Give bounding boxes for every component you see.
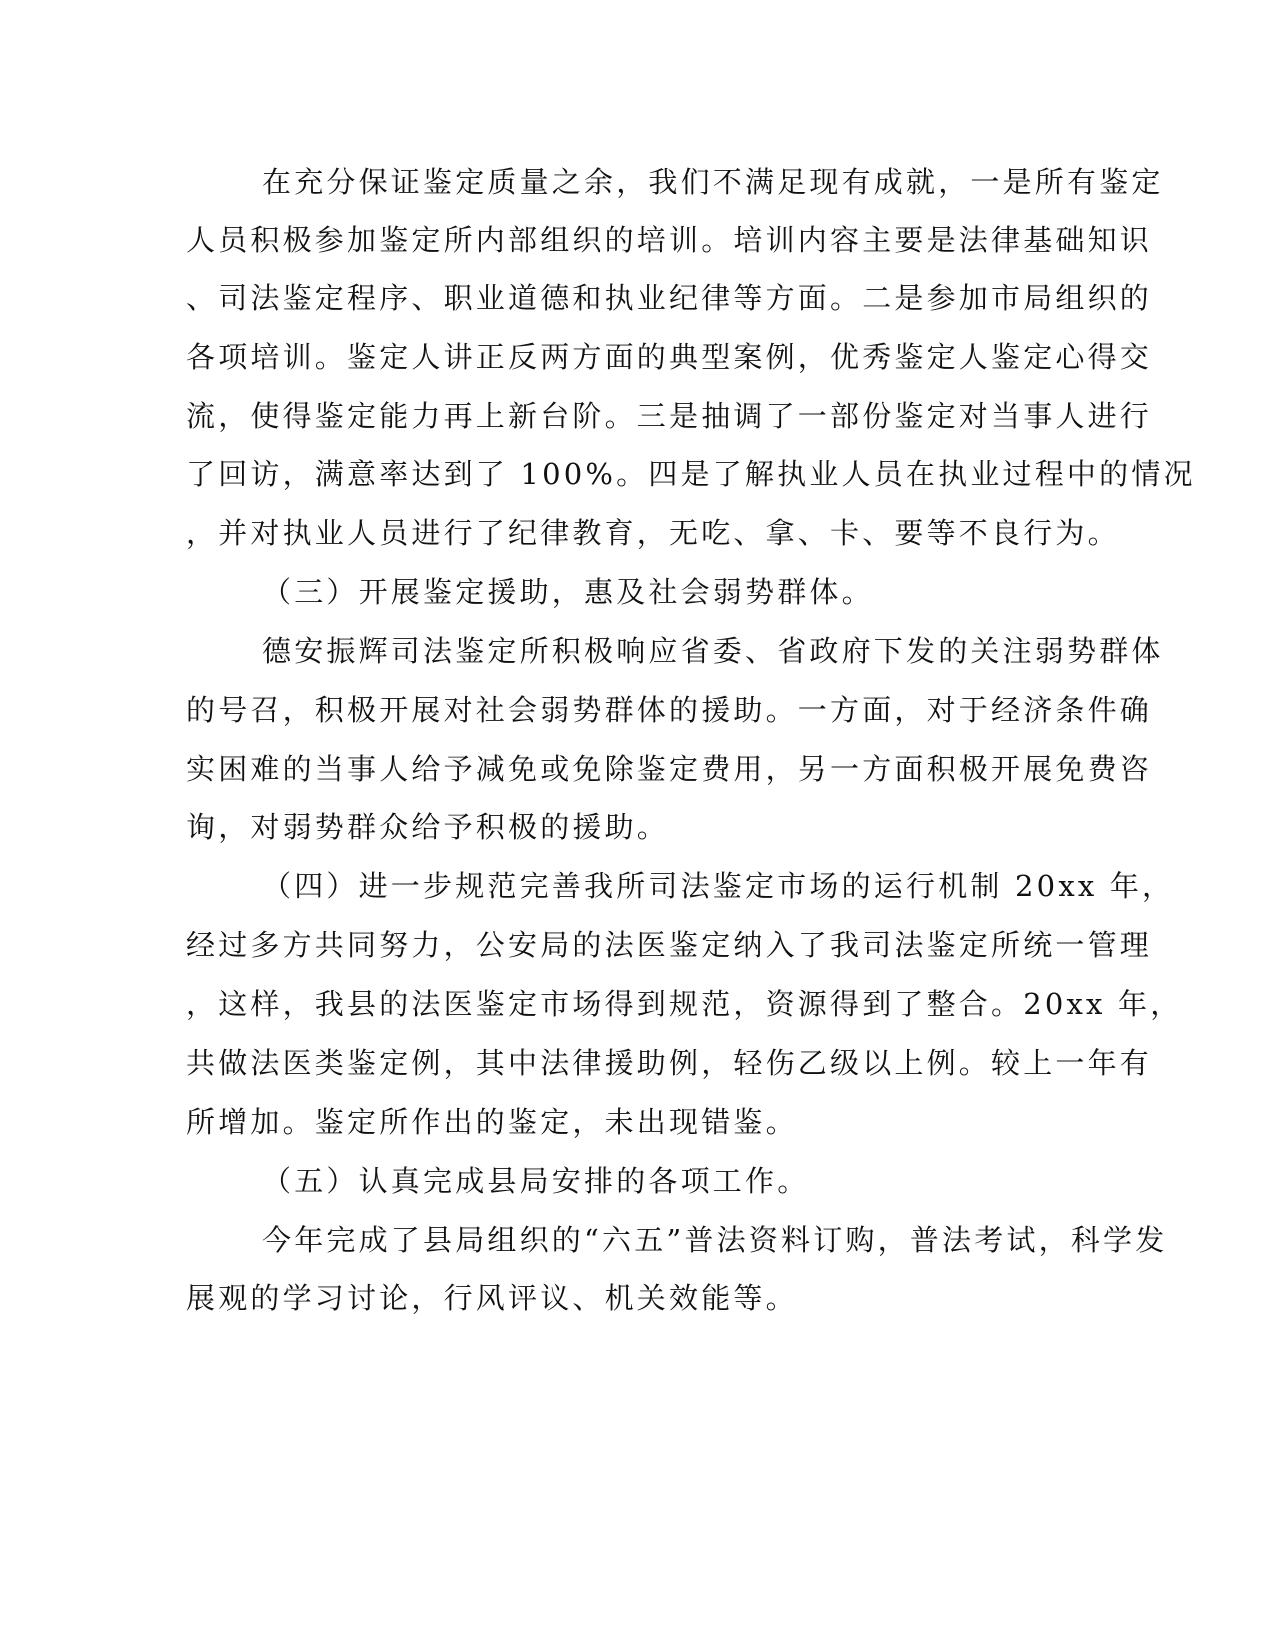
section-heading-3: （三）开展鉴定援助，惠及社会弱势群体。 (262, 575, 874, 609)
paragraph-3-line-3: ，这样，我县的法医鉴定市场得到规范，资源得到了整合。20xx 年， (186, 987, 1183, 1021)
paragraph-3-line-1: （四）进一步规范完善我所司法鉴定市场的运行机制 20xx 年， (262, 869, 1175, 903)
section-heading-5: （五）认真完成县局安排的各项工作。 (262, 1164, 810, 1198)
paragraph-4-line-2: 展观的学习讨论，行风评议、机关效能等。 (186, 1281, 798, 1315)
paragraph-3-line-5: 所增加。鉴定所作出的鉴定，未出现错鉴。 (186, 1105, 798, 1139)
paragraph-1-line-3: 、司法鉴定程序、职业道德和执业纪律等方面。二是参加市局组织的 (186, 281, 1153, 315)
paragraph-1-line-1: 在充分保证鉴定质量之余，我们不满足现有成就，一是所有鉴定 (262, 165, 1164, 199)
paragraph-1-line-7: ，并对执业人员进行了纪律教育，无吃、拿、卡、要等不良行为。 (186, 516, 1120, 550)
paragraph-2-line-2: 的号召，积极开展对社会弱势群体的援助。一方面，对于经济条件确 (186, 693, 1153, 727)
paragraph-3-line-4: 共做法医类鉴定例，其中法律援助例，轻伤乙级以上例。较上一年有 (186, 1046, 1153, 1080)
paragraph-3-line-2: 经过多方共同努力，公安局的法医鉴定纳入了我司法鉴定所统一管理 (186, 928, 1153, 962)
paragraph-1-line-2: 人员积极参加鉴定所内部组织的培训。培训内容主要是法律基础知识 (186, 223, 1153, 257)
paragraph-1-line-5: 流，使得鉴定能力再上新台阶。三是抽调了一部份鉴定对当事人进行 (186, 399, 1153, 433)
paragraph-2-line-3: 实困难的当事人给予减免或免除鉴定费用，另一方面积极开展免费咨 (186, 752, 1153, 786)
paragraph-1-line-4: 各项培训。鉴定人讲正反两方面的典型案例，优秀鉴定人鉴定心得交 (186, 340, 1153, 374)
paragraph-4-line-1: 今年完成了县局组织的“六五”普法资料订购，普法考试，科学发 (262, 1223, 1168, 1257)
paragraph-2-line-1: 德安振辉司法鉴定所积极响应省委、省政府下发的关注弱势群体 (262, 634, 1164, 668)
paragraph-2-line-4: 询，对弱势群众给予积极的援助。 (186, 810, 670, 844)
paragraph-1-line-6: 了回访，满意率达到了 100%。四是了解执业人员在执业过程中的情况 (186, 457, 1196, 491)
